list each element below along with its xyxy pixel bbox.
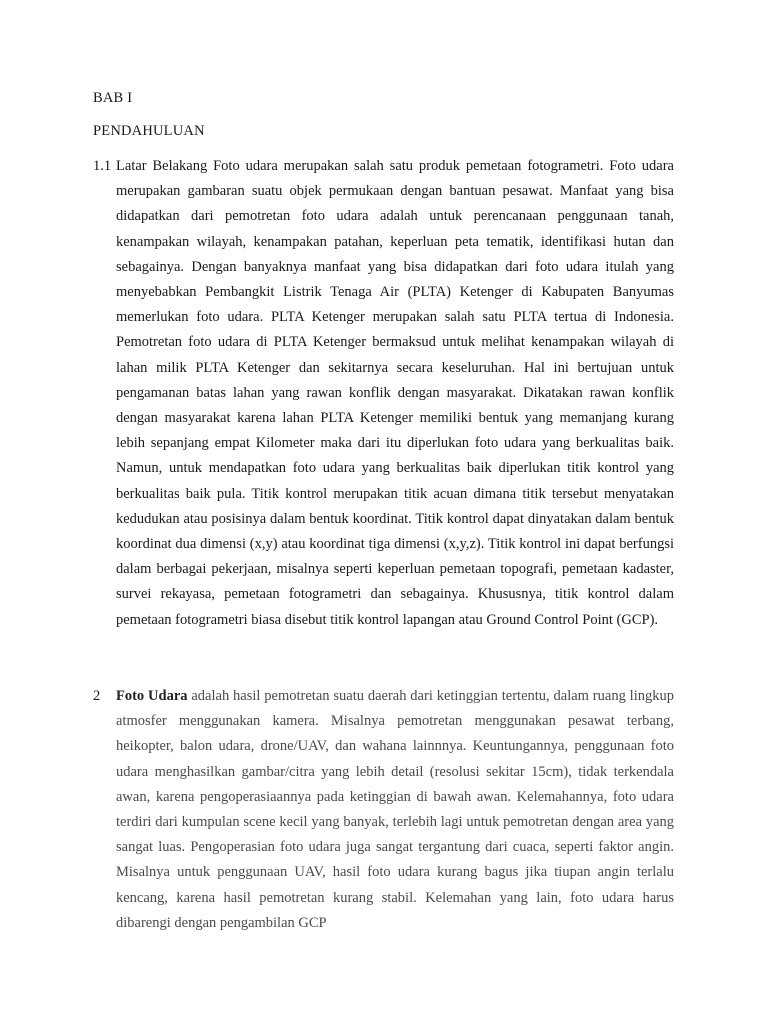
list-item	[93, 154, 674, 633]
chapter-title: PENDAHULUAN	[93, 123, 205, 139]
item-number: 1.1	[93, 158, 112, 174]
paragraph-lead-term: Foto Udara	[116, 688, 188, 704]
paragraph-body: Latar Belakang Foto udara merupakan salah satu produk pemetaan fotogrametri. Foto udara merupakan gambaran suatu objek permukaan dengan bantuan pesawat. Manfaat yang bisa didapatkan dari pemotretan foto udara adalah untuk perencanaan penggunaan tanah, kenampakan wilayah, kenampakan patahan, keperluan peta tematik, identifikasi hutan dan sebagainya. Dengan banyaknya manfaat yang bisa didapatkan dari foto udara itulah yang menyebabkan Pembangkit Listrik Tenaga Air (PLTA) Ketenger di Kabupaten Banyumas memerlukan foto udara. PLTA Ketenger merupakan salah satu PLTA tertua di Indonesia. Pemotretan foto udara di PLTA Ketenger bermaksud untuk melihat kenampakan wilayah di lahan milik PLTA Ketenger dan sekitarnya secara keseluruhan. Hal ini bertujuan untuk pengamanan batas lahan yang rawan konflik dengan masyarakat. Dikatakan rawan konflik dengan masyarakat karena lahan PLTA Ketenger memiliki bentuk yang memanjang kurang lebih sepanjang empat Kilometer maka dari itu diperlukan foto udara yang berkualitas baik. Namun, untuk mendapatkan foto udara yang berkualitas baik diperlukan titik kontrol yang berkualitas baik pula. Titik kontrol merupakan titik acuan dimana titik tersebut menyatakan kedudukan atau posisinya dalam bentuk koordinat. Titik kontrol dapat dinyatakan dalam bentuk koordinat dua dimensi (x,y) atau koordinat tiga dimensi (x,y,z). Titik kontrol ini dapat berfungsi dalam berbagai pekerjaan, misalnya seperti keperluan pemetaan topografi, pemetaan kadaster, survei rekayasa, pemetaan fotogrametri dan sebagainya. Khususnya, titik kontrol dalam pemetaan fotogrametri biasa disebut titik kontrol lapangan atau Ground Control Point (GCP).	[116, 158, 674, 628]
chapter-number: BAB I	[93, 90, 133, 106]
paragraph-text	[116, 684, 674, 936]
item-number: 2	[93, 688, 101, 704]
paragraph-body: adalah hasil pemotretan suatu daerah dari ketinggian tertentu, dalam ruang lingkup atmosfer menggunakan kamera. Misalnya pemotretan menggunakan pesawat terbang, heikopter, balon udara, drone/UAV, dan wahana lainnnya. Keuntungannya, penggunaan foto udara menghasilkan gambar/citra yang lebih detail (resolusi sekitar 15cm), tidak terkendala awan, karena pengoperasiaannya pada ketinggian di bawah awan. Kelemahannya, foto udara terdiri dari kumpulan scene kecil yang banyak, terlebih lagi untuk pemotretan dengan area yang sangat luas. Pengoperasian foto udara juga sangat tergantung dari cuaca, seperti faktor angin. Misalnya untuk penggunaan UAV, hasil foto udara kurang bagus jika tiupan angin terlalu kencang, karena hasil pemotretan kurang stabil. Kelemahan yang lain, foto udara harus dibarengi dengan pengambilan GCP	[116, 688, 674, 931]
list-item	[93, 684, 674, 936]
paragraph-text	[116, 154, 674, 633]
